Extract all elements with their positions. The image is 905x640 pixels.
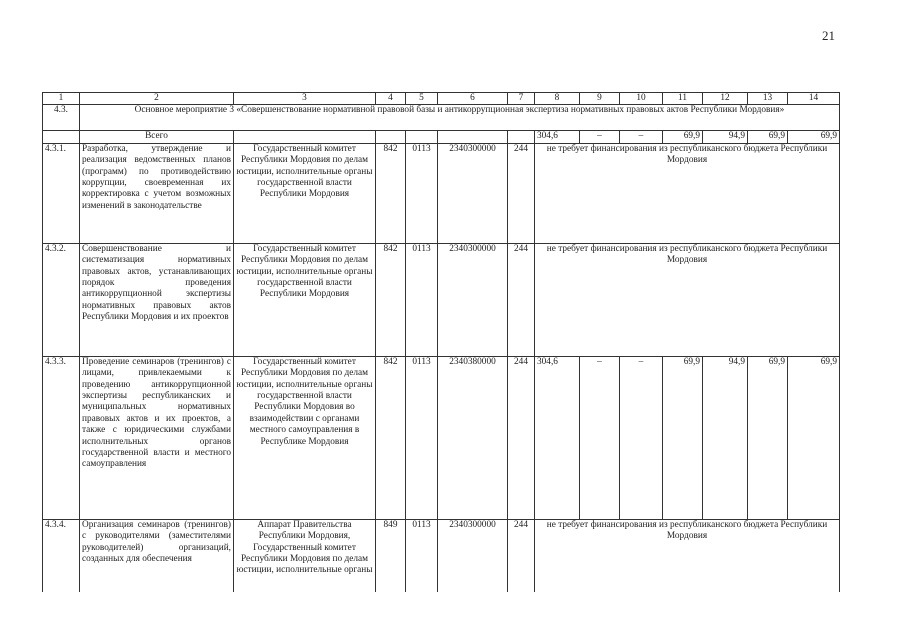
row-number: 4.3.2.: [43, 243, 80, 356]
column-number: 8: [535, 93, 580, 105]
main-event-number: 4.3.: [43, 105, 80, 131]
column-number: 12: [703, 93, 748, 105]
executor: Государственный комитет Республики Мордовия по делам юстиции, исполнительные органы государственной власти Республики Мордовия: [234, 143, 376, 243]
section-code: 0113: [406, 519, 438, 599]
amount-year: –: [580, 356, 620, 519]
row-number: 4.3.3.: [43, 356, 80, 519]
expense-type: 244: [508, 356, 535, 519]
grbs-code: 842: [376, 356, 406, 519]
program-table: [42, 92, 840, 600]
section-code: 0113: [406, 243, 438, 356]
table-row: [43, 356, 840, 519]
executor: Государственный комитет Республики Мордовия по делам юстиции, исполнительные органы государственной власти Республики Мордовия: [234, 243, 376, 356]
grbs-code: 842: [376, 243, 406, 356]
grbs-code: 849: [376, 519, 406, 599]
column-number: 13: [748, 93, 788, 105]
expense-type: 244: [508, 243, 535, 356]
amount-year: 69,9: [748, 356, 788, 519]
executor: Государственный комитет Республики Мордовия по делам юстиции, исполнительные органы государственной власти Республики Мордовия во взаимодействии с органами местного самоуправления в Республике Мордовия: [234, 356, 376, 519]
column-number: 3: [234, 93, 376, 105]
expense-type: 244: [508, 519, 535, 599]
column-number: 1: [43, 93, 80, 105]
activity-name: Организация семинаров (тренингов) с руководителями (заместителями руководителей) организаций, созданных для обеспечения: [80, 519, 234, 599]
main-event-row: [43, 105, 840, 131]
target-article: 2340380000: [438, 356, 508, 519]
row-number: 4.3.4.: [43, 519, 80, 599]
activity-name: Разработка, утверждение и реализация ведомственных планов (программ) по противодействию коррупции, своевременная их корректировка с учетом возможных изменений в законодательстве: [80, 143, 234, 243]
page-number: 21: [822, 28, 835, 43]
table-row: [43, 243, 840, 356]
target-article: 2340300000: [438, 519, 508, 599]
amount-year: 94,9: [703, 356, 748, 519]
column-number: 5: [406, 93, 438, 105]
total-value: 69,9: [663, 131, 703, 143]
column-number: 9: [580, 93, 620, 105]
section-code: 0113: [406, 143, 438, 243]
target-article: 2340300000: [438, 143, 508, 243]
funding-note: не требует финансирования из республиканского бюджета Республики Мордовия: [535, 243, 840, 356]
total-value: –: [580, 131, 620, 143]
total-value: 94,9: [703, 131, 748, 143]
target-article: 2340300000: [438, 243, 508, 356]
total-row: [43, 131, 840, 143]
column-number: 4: [376, 93, 406, 105]
total-value: 69,9: [748, 131, 788, 143]
total-value: –: [620, 131, 663, 143]
amount-year: 69,9: [788, 356, 840, 519]
amount-total: 304,6: [535, 356, 580, 519]
main-event-title: Основное мероприятие 3 «Совершенствование нормативной правовой базы и антикоррупционная экспертиза нормативных правовых актов Республики Мордовия»: [80, 105, 840, 131]
column-number: 14: [788, 93, 840, 105]
total-label: Всего: [80, 131, 234, 143]
activity-name: Совершенствование и систематизация нормативных правовых актов, устанавливающих порядок проведения антикоррупционной экспертизы нормативных правовых актов Республики Мордовия и их проектов: [80, 243, 234, 356]
section-code: 0113: [406, 356, 438, 519]
expense-type: 244: [508, 143, 535, 243]
activity-name: Проведение семинаров (тренингов) с лицами, привлекаемыми к проведению антикоррупционной экспертизы республиканских и муниципальных нормативных правовых актов и их проектов, а также с юридическими службами исполнительных органов государственной власти и местного самоуправления: [80, 356, 234, 519]
funding-note: не требует финансирования из республиканского бюджета Республики Мордовия: [535, 143, 840, 243]
executor: Аппарат Правительства Республики Мордовия, Государственный комитет Республики Мордовия по делам юстиции, исполнительные органы: [234, 519, 376, 599]
table-row: [43, 519, 840, 599]
column-number: 10: [620, 93, 663, 105]
row-number: 4.3.1.: [43, 143, 80, 243]
funding-note: не требует финансирования из республиканского бюджета Республики Мордовия: [535, 519, 840, 599]
table-row: [43, 143, 840, 243]
total-value: 304,6: [535, 131, 580, 143]
column-number: 6: [438, 93, 508, 105]
amount-year: 69,9: [663, 356, 703, 519]
total-value: 69,9: [788, 131, 840, 143]
grbs-code: 842: [376, 143, 406, 243]
column-number: 2: [80, 93, 234, 105]
column-number: 7: [508, 93, 535, 105]
column-number: 11: [663, 93, 703, 105]
page-bottom-margin: [0, 592, 905, 640]
amount-year: –: [620, 356, 663, 519]
column-number-row: [43, 93, 840, 105]
